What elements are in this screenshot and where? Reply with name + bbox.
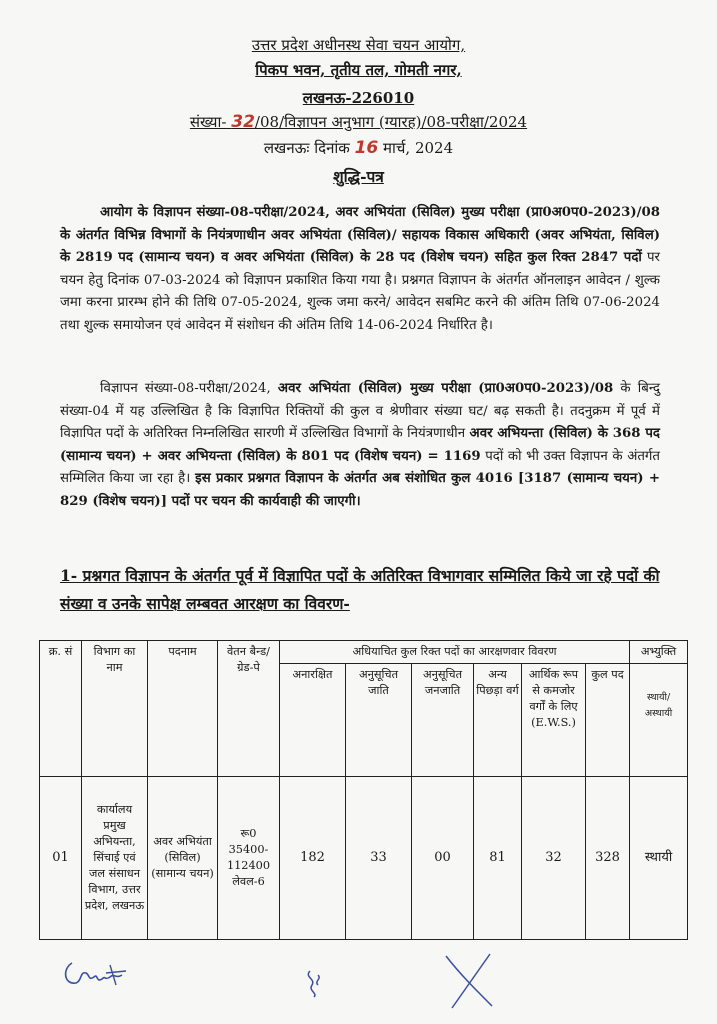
initials-signature-1 [60,955,140,991]
header-total: कुल पद [586,664,630,777]
header-reservation-group: अधियाचित कुल रिक्त पदों का आरक्षणवार विवरण [280,641,630,664]
ref-suffix: /08/विज्ञापन अनुभाग (ग्यारह)/08-परीक्षा/2024 [254,113,528,131]
ref-prefix: संख्या- [189,113,227,131]
vacancy-table [39,640,688,940]
paragraph-2-c: के बिन्दु संख्या-04 में यह उल्लिखित है कि विज्ञापित रिक्तियों की कुल व श्रेणीवार संख्या घट/ बढ़ सकती है। तदनुक्रम में पूर्व में विज्ञापित पदों के अतिरिक्त निम्नलिखित सारणी में उल्लिखित विभागों के नियंत्रणाधीन [60,381,660,442]
reference-number [0,112,717,132]
header-ews: आर्थिक रूप से कमजोर वर्गों के लिए (E.W.S.) [522,664,586,777]
date-prefix: लखनऊः दिनांक [263,139,350,157]
section-1-heading: 1- प्रश्नगत विज्ञापन के अंतर्गत पूर्व में विज्ञापित पदों के अतिरिक्त विभागवार सम्मिलित किये जा रहे पदों की संख्या व उनके सापेक्ष लम्बवत आरक्षण का विवरण- [60,566,660,613]
org-address: पिकप भवन, तृतीय तल, गोमती नगर, [255,61,462,79]
ref-handwritten-number: 32 [231,112,255,132]
paragraph-2-d: अवर अभियन्ता (सिविल) के 368 पद (सामान्य चयन) + अवर अभियन्ता (सिविल) के 801 पद (विशेष चयन) = 1169 [60,426,660,464]
date-handwritten-day: 16 [354,138,379,158]
header-remarks-sub: स्थायी/ अस्थायी [630,664,688,777]
paragraph-2-e: पदों को भी उक्त विज्ञापन के अंतर्गत सम्मिलित किया जा रहा है। [60,448,660,487]
paragraph-2-b: अवर अभियंता (सिविल) मुख्य परीक्षा (प्रा0अ0प0-2023)/08 [277,381,614,396]
row-serial: 01 [40,777,82,940]
row-pay: रू0 35400-112400 लेवल-6 [218,777,280,940]
header-department: विभाग का नाम [82,641,148,777]
row-department: कार्यालय प्रमुख अभियन्ता, सिंचाई एवं जल संसाधन विभाग, उत्तर प्रदेश, लखनऊ [82,777,148,940]
paragraph-1-bold: आयोग के विज्ञापन संख्या-08-परीक्षा/2024, अवर अभियंता (सिविल) मुख्य परीक्षा (प्रा0अ0प0-2023)/08 के अंतर्गत विभिन्न विभागों के नियंत्रणाधीन अवर अभियंता (सिविल)/ सहायक विकास अधिकारी (अवर अभियंता, सिविल) के 2819 पद (सामान्य चयन) व अवर अभियंता (सिविल) के 28 पद (विशेष चयन) सहित कुल रिक्त 2847 पदों [60,205,660,266]
row-sc: 33 [346,777,412,940]
paragraph-1 [60,202,660,338]
paragraph-2-f: इस प्रकार प्रश्नगत विज्ञापन के अंतर्गत अब संशोधित कुल 4016 [3187 (सामान्य चयन) + 829 (विशेष चयन)] पदों पर चयन की कार्यवाही की जाएगी। [60,471,661,509]
header-sc: अनुसूचित जाति [346,664,412,777]
date-suffix: मार्च, 2024 [383,139,454,157]
org-name: उत्तर प्रदेश अधीनस्थ सेवा चयन आयोग, [251,36,466,54]
initials-signature-3 [440,948,500,1012]
org-city: लखनऊ-226010 [302,89,415,107]
document-date [0,138,717,158]
table-row [40,777,688,940]
header-pay-band: वेतन बैन्ड/ ग्रेड-पे [218,641,280,777]
header-st: अनुसूचित जनजाति [412,664,474,777]
subject-corrigendum: शुद्धि-पत्र [333,167,384,186]
header-remarks: अभ्युक्ति [630,641,688,664]
header-obc: अन्य पिछड़ा वर्ग [474,664,522,777]
row-post: अवर अभियंता (सिविल) (सामान्य चयन) [148,777,218,940]
header-post: पदनाम [148,641,218,777]
initials-signature-2 [300,965,330,999]
header-unreserved: अनारक्षित [280,664,346,777]
paragraph-2-a: विज्ञापन संख्या-08-परीक्षा/2024, [100,381,278,396]
paragraph-1-text: पर चयन हेतु दिनांक 07-03-2024 को विज्ञापन प्रकाशित किया गया है। प्रश्नगत विज्ञापन के अंतर्गत ऑनलाइन आवेदन / शुल्क जमा करना प्रारम्भ होने की तिथि 07-05-2024, शुल्क जमा करने/ आवेदन सबमिट करने की अंतिम तिथि 07-06-2024 तथा शुल्क समायोजन एवं आवेदन में संशोधन की अंतिम तिथि 14-06-2024 निर्धारित है। [60,250,660,333]
row-remarks: स्थायी [630,777,688,940]
paragraph-2 [60,378,660,514]
row-ews: 32 [522,777,586,940]
row-unreserved: 182 [280,777,346,940]
row-st: 00 [412,777,474,940]
row-obc: 81 [474,777,522,940]
row-total: 328 [586,777,630,940]
header-serial: क्र. सं [40,641,82,777]
